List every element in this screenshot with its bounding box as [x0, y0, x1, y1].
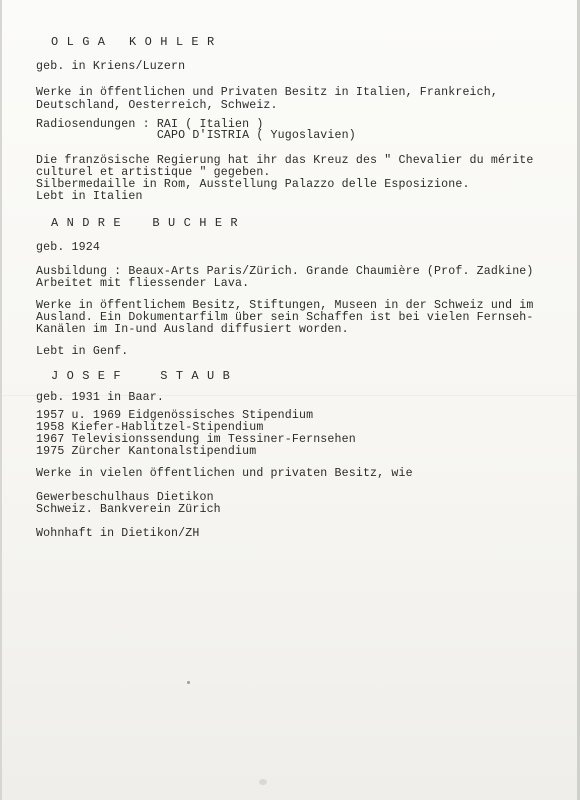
paper-hole-mark: [259, 779, 267, 785]
artist-name-josef-staub: J O S E F S T A U B: [51, 369, 231, 383]
paper-fold-crease: [2, 395, 580, 396]
andre-education-line-2: Arbeitet mit fliessender Lava.: [36, 277, 250, 290]
andre-education-line-1: Ausbildung : Beaux-Arts Paris/Zürich. Grande Chaumière (Prof. Zadkine): [36, 265, 534, 278]
olga-residence: Lebt in Italien: [36, 190, 143, 203]
josef-collection-2: Schweiz. Bankverein Zürich: [36, 503, 221, 516]
andre-birth-year: geb. 1924: [36, 241, 100, 254]
olga-awards-line-1: Die französische Regierung hat ihr das Kreuz des " Chevalier du mérite: [36, 154, 534, 167]
josef-career-1957: 1957 u. 1969 Eidgenössisches Stipendium: [36, 409, 314, 422]
olga-works-line-2: Deutschland, Oesterreich, Schweiz.: [36, 99, 278, 112]
olga-radio-line-2: CAPO D'ISTRIA ( Yugoslavien): [36, 129, 356, 142]
josef-collection-1: Gewerbeschulhaus Dietikon: [36, 491, 214, 504]
olga-birthplace: geb. in Kriens/Luzern: [36, 60, 186, 73]
josef-residence: Wohnhaft in Dietikon/ZH: [36, 527, 200, 540]
artist-name-andre-bucher: A N D R E B U C H E R: [51, 216, 239, 230]
olga-radio-line-1: Radiosendungen : RAI ( Italien ): [36, 118, 264, 131]
josef-works-intro: Werke in vielen öffentlichen und privaten Besitz, wie: [36, 467, 413, 480]
josef-birth: geb. 1931 in Baar.: [36, 391, 164, 404]
artist-name-olga-kohler: O L G A K O H L E R: [51, 35, 215, 49]
olga-awards-line-2: culturel et artistique " gegeben.: [36, 166, 271, 179]
andre-residence: Lebt in Genf.: [36, 345, 129, 358]
josef-career-1967: 1967 Televisionssendung im Tessiner-Fernsehen: [36, 433, 356, 446]
andre-works-line-2: Ausland. Ein Dokumentarfilm über sein Schaffen ist bei vielen Fernseh-: [36, 311, 534, 324]
josef-career-1958: 1958 Kiefer-Hablitzel-Stipendium: [36, 421, 264, 434]
olga-works-line-1: Werke in öffentlichen und Privaten Besitz in Italien, Frankreich,: [36, 86, 498, 99]
olga-awards-line-3: Silbermedaille in Rom, Ausstellung Palazzo delle Esposizione.: [36, 178, 470, 191]
josef-career-1975: 1975 Zürcher Kantonalstipendium: [36, 445, 257, 458]
andre-works-line-3: Kanälen im In-und Ausland diffusiert worden.: [36, 323, 349, 336]
andre-works-line-1: Werke in öffentlichem Besitz, Stiftungen, Museen in der Schweiz und im: [36, 299, 534, 312]
paper-speck: [187, 681, 190, 684]
